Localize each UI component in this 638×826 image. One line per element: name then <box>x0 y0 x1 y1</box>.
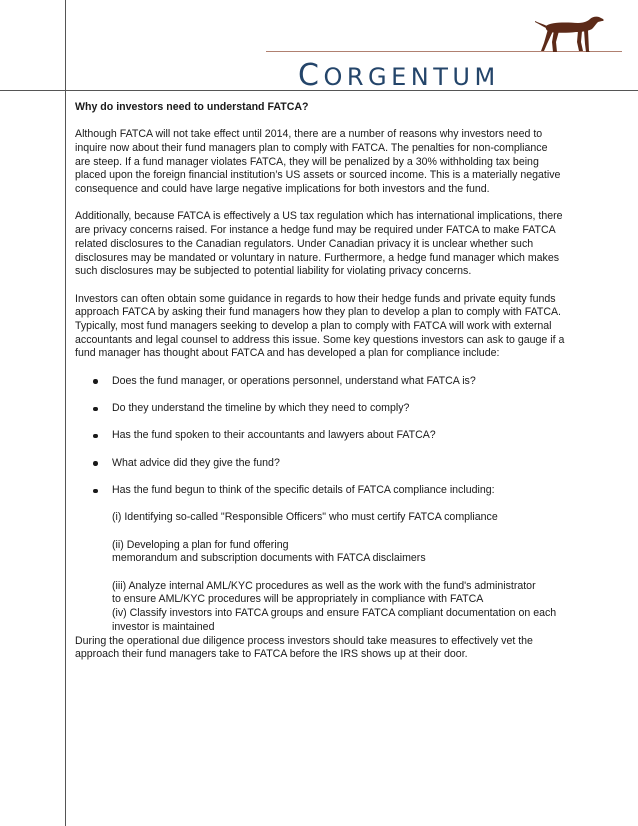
list-item: Does the fund manager, or operations personnel, understand what FATCA is? <box>75 375 565 389</box>
detail-iii-line-1: (iii) Analyze internal AML/KYC procedures as well as the work with the fund's administrator <box>112 579 536 592</box>
bullet-icon <box>93 461 98 466</box>
compliance-details <box>75 511 565 634</box>
bullet-icon <box>93 407 98 412</box>
detail-iii-line-2: to ensure AML/KYC procedures will be appropriately in compliance with FATCA <box>112 593 484 606</box>
detail-ii-line-1: (ii) Developing a plan for fund offering <box>112 538 289 551</box>
detail-i: (i) Identifying so-called "Responsible Officers" who must certify FATCA compliance <box>112 511 498 524</box>
brand-initial: C <box>298 58 324 93</box>
detail-iv: (iv) Classify investors into FATCA groups and ensure FATCA compliant documentation on each investor is maintained <box>112 607 557 633</box>
brand-rest: ORGENTUM <box>323 63 500 91</box>
detail-ii-line-2: memorandum and subscription documents with FATCA disclaimers <box>112 552 426 565</box>
paragraph-1: Although FATCA will not take effect until 2014, there are a number of reasons why investors need to inquire now about their fund managers plan to comply with FATCA. The penalties for non-compliance are steep. If a fund manager violates FATCA, they will be penalized by a 30% withholding tax being placed upon the foreign financial institution’s US assets or sourced income. This is a materially negative consequence and could have large negative implications for both investors and the fund. <box>75 128 561 196</box>
section-heading: Why do investors need to understand FATCA? <box>75 101 309 113</box>
list-item: Do they understand the timeline by which they need to comply? <box>75 402 565 416</box>
brand-logo <box>298 58 500 93</box>
document-body <box>75 101 565 676</box>
closing-paragraph: During the operational due diligence process investors should take measures to effectively vet the approach their fund managers take to FATCA before the IRS shows up at their door. <box>75 634 533 661</box>
paragraph-3: Investors can often obtain some guidance in regards to how their hedge funds and private equity funds approach FATCA by asking their fund managers how they plan to develop a plan to comply with FATCA. Typically, most fund managers seeking to develop a plan to comply with FATCA will work with external accountants and legal counsel to address this issue. Some key questions investors can ask to gauge if a fund manager has thought about FATCA and has developed a plan for compliance include: <box>75 292 565 360</box>
pointer-dog-icon <box>532 14 608 54</box>
list-item: Has the fund begun to think of the specific details of FATCA compliance including: <box>75 484 565 498</box>
list-item: Has the fund spoken to their accountants and lawyers about FATCA? <box>75 429 565 443</box>
paragraph-2: Additionally, because FATCA is effectively a US tax regulation which has international implications, there are privacy concerns raised. For instance a hedge fund may be required under FATCA to make FATCA related disclosures to the Canadian regulators. Under Canadian privacy it is unclear whether such disclosures may be mandated or voluntary in nature. Furthermore, a hedge fund manager which makes such disclosures may be subjected to potential liability for violating privacy concerns. <box>75 210 563 278</box>
question-list <box>75 375 565 498</box>
margin-rule-vertical <box>65 0 66 826</box>
list-item: What advice did they give the fund? <box>75 457 565 471</box>
bullet-icon <box>93 489 98 494</box>
bullet-icon <box>93 434 98 439</box>
bullet-icon <box>93 379 98 384</box>
